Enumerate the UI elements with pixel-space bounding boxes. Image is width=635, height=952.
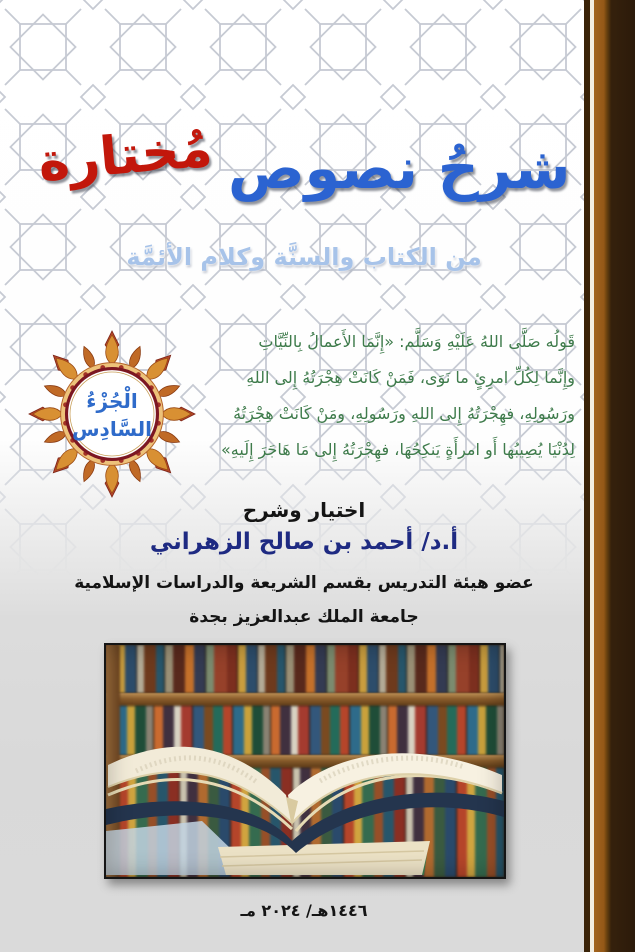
title-main-text: شرحُ نصوص	[227, 136, 571, 202]
university: جامعة الملك عبدالعزيز بجدة	[189, 607, 419, 627]
publish-date: ١٤٤٦هـ/ ٢٠٢٤ مـ	[240, 901, 368, 920]
open-book-illustration	[106, 645, 504, 875]
title-accent-text: مُختارة	[35, 117, 215, 194]
hadith-line: قَولُه صَلَّى اللهُ عَلَيْهِ وَسَلَّم: «إِنَّمَا الأَعمالُ بِالنِّيَّاتِ	[258, 332, 575, 351]
hadith-line: لِدُنْيَا يُصِيبُها أَو امرأَةٍ يَنكِحُهَا، فهِجْرَتُهُ إِلى مَا هَاجَرَ إِلَيهِ»	[221, 440, 575, 459]
cover-subtitle: من الكتاب والسنَّة وكلام الأئمَّة	[126, 243, 482, 271]
affiliation: عضو هيئة التدريس بقسم الشريعة والدراسات الإسلامية	[74, 573, 534, 593]
author-name: أ.د/ أحمد بن صالح الزهراني	[149, 529, 459, 555]
byline: اختيار وشرح	[242, 498, 366, 522]
hadith-line: وإِنَّما لِكُلِّ امرِئٍ ما نَوَى، فَمَنْ كَانَتْ هِجْرَتُهُ إِلى اللهِ	[246, 368, 575, 387]
hadith-block	[213, 324, 575, 468]
book-photo	[104, 643, 506, 879]
hadith-line: ورَسُولِهِ، فهِجْرَتُهُ إِلى اللهِ ورَسُولِهِ، ومَنْ كَانَتْ هِجْرَتُهُ	[233, 404, 575, 423]
badge-line-1: الْجُزْءُ	[86, 389, 138, 413]
badge-line-2: السَّادِس	[71, 417, 153, 441]
part-badge	[28, 330, 196, 498]
cover-title	[0, 117, 608, 202]
badge-label	[28, 330, 196, 498]
